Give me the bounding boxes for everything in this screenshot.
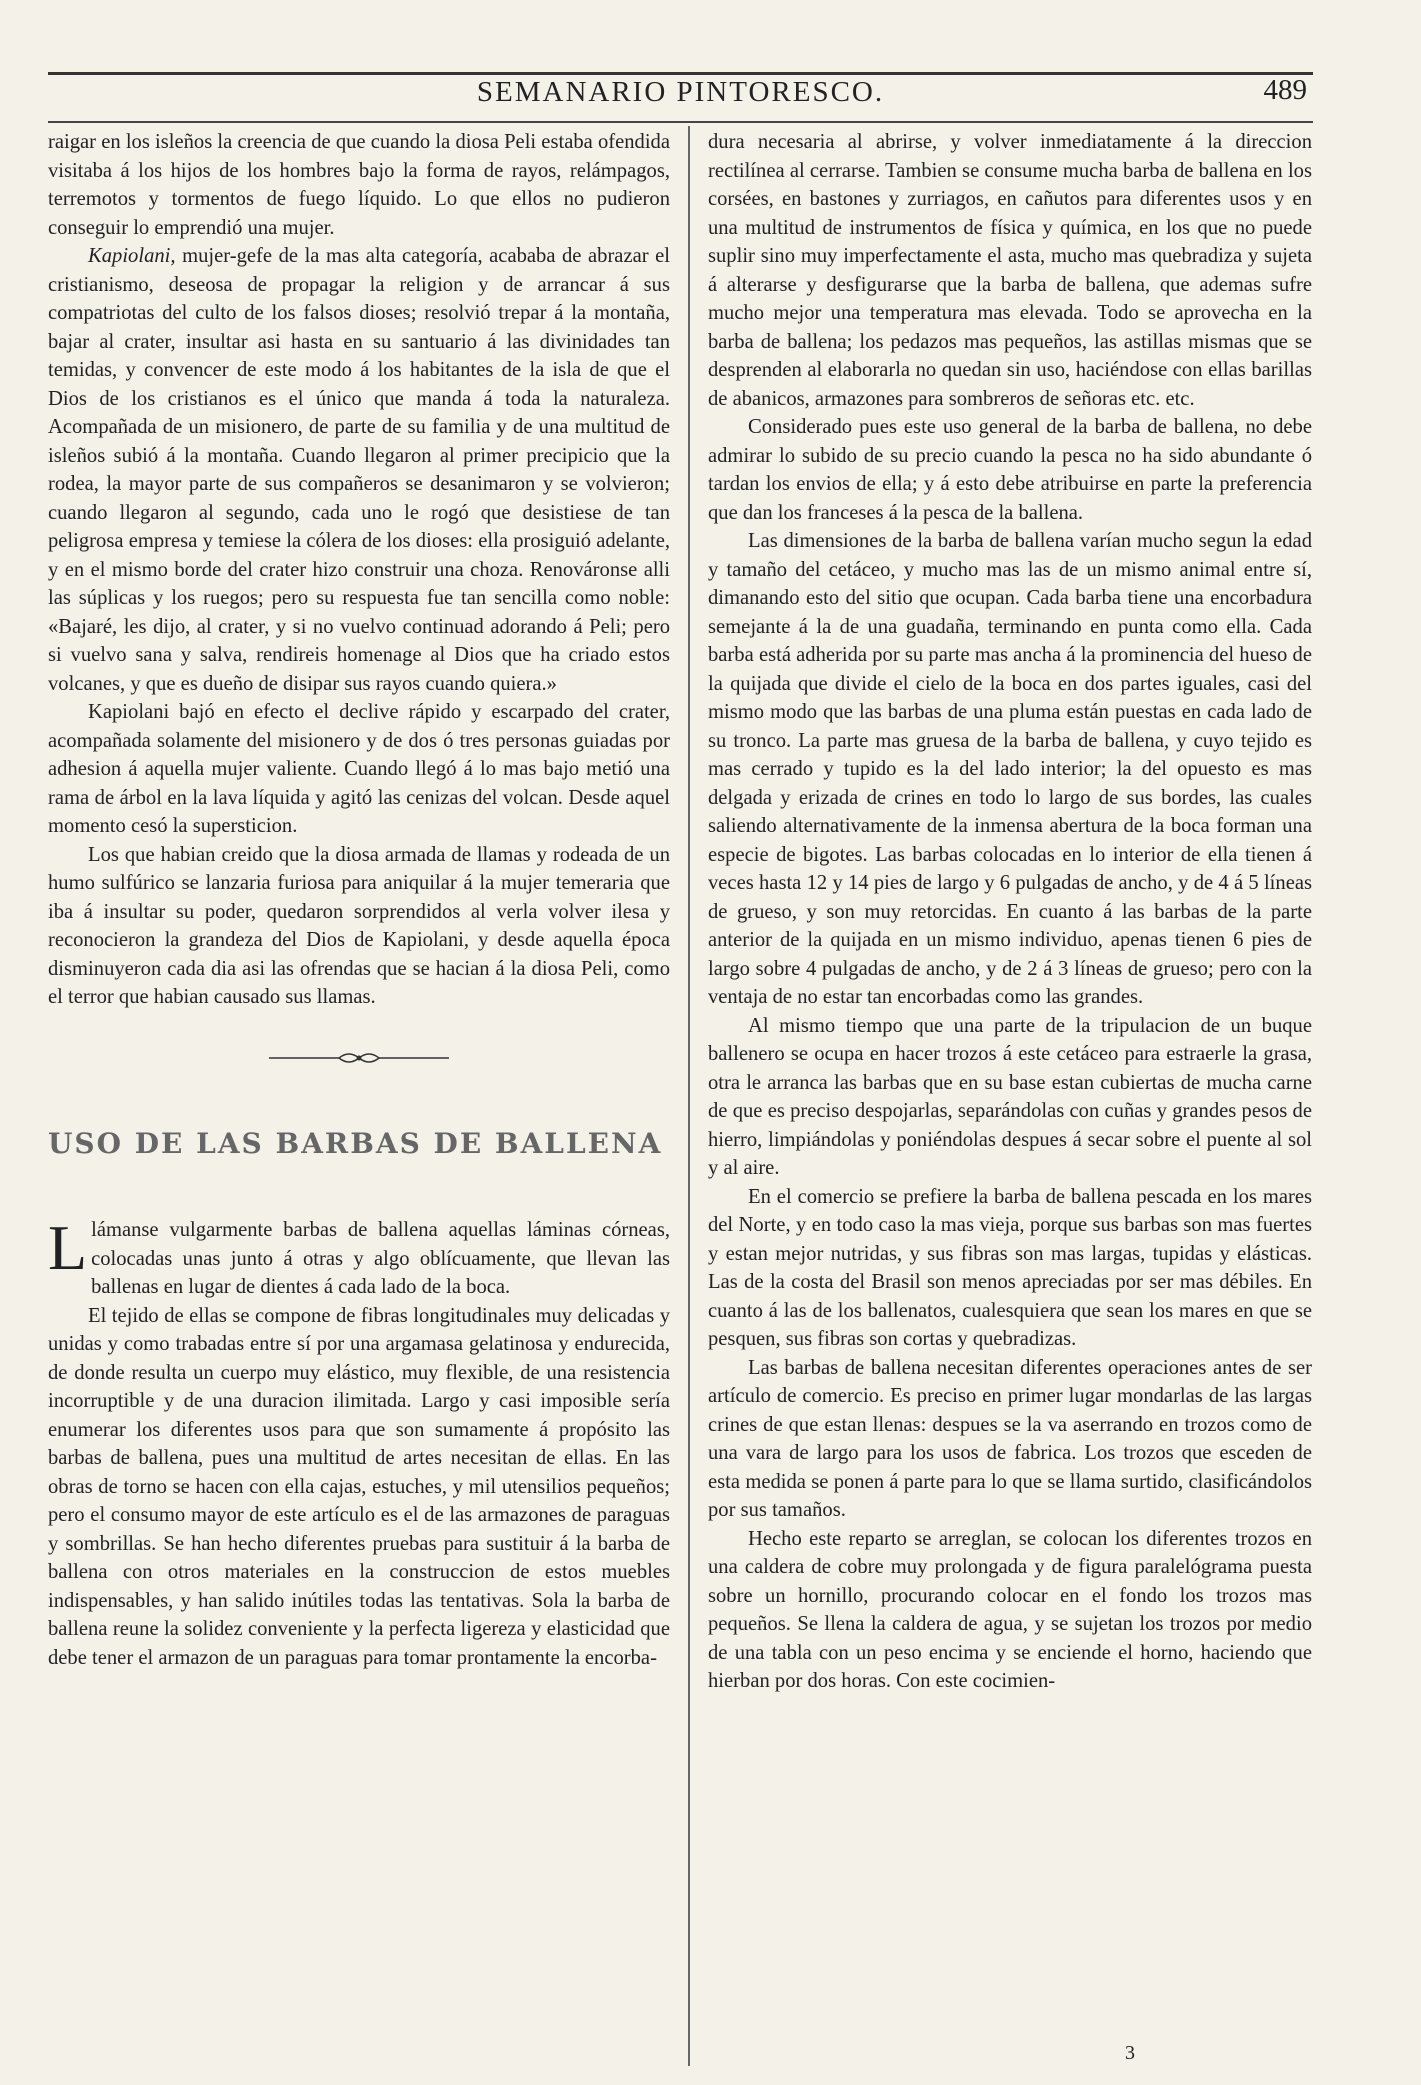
right-column xyxy=(708,128,1312,1696)
paragraph-text: mujer-gefe de la mas alta categoría, acababa de abrazar el cristianismo, deseosa de propagar la religion y de arrancar á sus compatriotas del culto de los falsos dioses; resolvió trepar á la montaña, bajar al crater, insultar asi hasta en su santuario á las divinidades tan temidas, y convencer de este modo á los habitantes de la isla de que el Dios de los cristianos es el único que manda á toda la naturaleza. Acompañada de un misionero, de parte de su familia y de una multitud de isleños subió á la montaña. Cuando llegaron al primer precipicio que la rodea, la mayor parte de sus compañeros se desanimaron y se volvieron; cuando llegaron al segundo, cada uno le rogó que desistiese de tan peligrosa empresa y temiese la cólera de los dioses: ella prosiguió adelante, y en el mismo borde del crater hizo construir una choza. Renováronse alli las súplicas y los ruegos; pero su respuesta fue tan sencilla como noble: «Bajaré, les dijo, al crater, y si no vuelvo continuad adorando á Peli; pero si vuelvo sana y salva, rendireis homenage al Dios que ha criado estos volcanes, y que es dueño de disipar sus rayos cuando quiera.» xyxy=(48,245,670,695)
paragraph: Las barbas de ballena necesitan diferentes operaciones antes de ser artículo de comercio. Es preciso en primer lugar mondarlas de las largas crines de que estan llenas: despues se la va aserrando en trozos como de una vara de largo para los usos de fabrica. Los trozos que esceden de esta medida se ponen á parte para lo que se llama surtido, clasificándolos por sus tamaños. xyxy=(708,1356,1312,1521)
paragraph xyxy=(48,1212,670,1302)
kapiolani-name: Kapiolani, xyxy=(88,245,176,267)
paragraph: raigar en los isleños la creencia de que cuando la diosa Peli estaba ofendida visitaba á los hijos de los hombres bajo la forma de rayos, relámpagos, terremotos y tormentos de fuego líquido. Lo que ellos no pudieron conseguir lo emprendió una mujer. xyxy=(48,131,670,239)
paragraph xyxy=(48,242,670,698)
paragraph: Kapiolani bajó en efecto el declive rápido y escarpado del crater, acompañada solamente del misionero y de dos ó tres personas guiadas por adhesion á aquella mujer valiente. Cuando llegó á lo mas bajo metió una rama de árbol en la lava líquida y agitó las cenizas del volcan. Desde aquel momento cesó la supersticion. xyxy=(48,701,670,837)
paragraph: Considerado pues este uso general de la barba de ballena, no debe admirar lo subido de su precio cuando la pesca no ha sido abundante ó tardan los envios de ella; y á esto debe atribuirse en parte la preferencia que dan los franceses á la pesca de la ballena. xyxy=(708,416,1312,524)
section-title: USO DE LAS BARBAS DE BALLENA xyxy=(48,1126,663,1160)
ornament-divider-icon xyxy=(269,1048,449,1068)
left-column xyxy=(48,128,670,1672)
page-number: 489 xyxy=(1263,74,1307,106)
paragraph-text: lámanse vulgarmente barbas de ballena aquellas láminas córneas, colocadas unas junto á otras y algo oblícuamente, que llevan las ballenas en lugar de dientes á cada lado de la boca. xyxy=(91,1219,670,1298)
paragraph: Las dimensiones de la barba de ballena varían mucho segun la edad y tamaño del cetáceo, y mucho mas las de un mismo animal entre sí, dimanando esto del sitio que ocupan. Cada barba tiene una encorbadura semejante á la de una guadaña, terminando en punta como ella. Cada barba está adherida por su parte mas ancha á la prominencia del hueso de la quijada que divide el cielo de la boca en dos partes iguales, casi del mismo modo que las barbas de una pluma están puestas en cada lado de su tronco. La parte mas gruesa de la barba de ballena, y cuyo tejido es mas cerrado y tupido es la del lado interior; la del opuesto es mas delgada y erizada de crines en todo lo largo de sus bordes, las cuales saliendo alternativamente de la inmensa abertura de la boca forman una especie de bigotes. Las barbas colocadas en lo interior de ella tienen á veces hasta 12 y 14 pies de largo y 6 pulgadas de ancho, y de 4 á 5 líneas de grueso, y son muy retorcidas. En cuanto á las barbas de la parte anterior de la quijada en un mismo individuo, apenas tienen 6 pies de largo sobre 4 pulgadas de ancho, y de 2 á 3 líneas de grueso; pero con la ventaja de no estar tan encorbadas como las grandes. xyxy=(708,530,1312,1008)
paragraph: Los que habian creido que la diosa armada de llamas y rodeada de un humo sulfúrico se lanzaria furiosa para aniquilar á la mujer temeraria que iba á insultar su poder, quedaron sorprendidos al verla volver ilesa y reconocieron la grandeza del Dios de Kapiolani, y desde aquella época disminuyeron cada dia asi las ofrendas que se hacian á la diosa Peli, como el terror que habian causado sus llamas. xyxy=(48,843,670,1008)
paragraph: Al mismo tiempo que una parte de la tripulacion de un buque ballenero se ocupa en hacer trozos á este cetáceo para estraerle la grasa, otra le arranca las barbas que en su base estan cubiertas de mucha carne de que es preciso despojarlas, separándolas con cuñas y grandes pesos de hierro, limpiándolas y poniéndolas despues á secar sobre el puente al sol y al aire. xyxy=(708,1014,1312,1179)
paragraph: En el comercio se prefiere la barba de ballena pescada en los mares del Norte, y en todo caso la mas vieja, porque sus barbas son mas fuertes y estan mejor nutridas, y sus fibras son mas largas, tupidas y elásticas. Las de la costa del Brasil son menos apreciadas por ser mas débiles. En cuanto á las de los ballenatos, cualesquiera que sean los mares en que se pesquen, sus fibras son cortas y quebradizas. xyxy=(708,1185,1312,1350)
signature-mark: 3 xyxy=(1125,2042,1135,2064)
paragraph: Hecho este reparto se arreglan, se colocan los diferentes trozos en una caldera de cobre muy prolongada y de figura paralelógrama puesta sobre un hornillo, procurando colocar en el fondo los trozos mas pequeños. Se llena la caldera de agua, y se sujetan los trozos por medio de una tabla con un peso encima y se enciende el horno, haciendo que hierban por dos horas. Con este cocimien- xyxy=(708,1527,1312,1692)
page-header xyxy=(48,72,1313,118)
paragraph: dura necesaria al abrirse, y volver inmediatamente á la direccion rectilínea al cerrarse. Tambien se consume mucha barba de ballena en los corsées, en bastones y zurriagos, en cañutos para diferentes usos y en una multitud de instrumentos de física y química, en los que no puede suplir sino muy imperfectamente el asta, mucho mas quebradiza y sujeta á alterarse y desfigurarse que la barba de ballena, que ademas sufre mucho mejor una temperatura mas elevada. Todo se aprovecha en la barba de ballena; los pedazos mas pequeños, las astillas mismas que se desprenden al elaborarla no quedan sin uso, haciéndose con ellas barillas de abanicos, armazones para sombreros de señoras etc. etc. xyxy=(708,131,1312,410)
header-rule xyxy=(48,121,1313,123)
drop-cap: L xyxy=(48,1212,88,1283)
running-title: SEMANARIO PINTORESCO. xyxy=(476,76,885,108)
paragraph: El tejido de ellas se compone de fibras longitudinales muy delicadas y unidas y como trabadas entre sí por una argamasa gelatinosa y endurecida, de donde resulta un cuerpo muy elástico, muy flexible, de una resistencia incorruptible y de una duracion ilimitada. Largo y casi imposible sería enumerar los diferentes usos para que son sumamente á propósito las barbas de ballena, pues una multitud de artes necesitan de ellas. En las obras de torno se hacen con ella cajas, estuches, y mil utensilios pequeños; pero el consumo mayor de este artículo es el de las armazones de paraguas y sombrillas. Se han hecho diferentes pruebas para sustituir á la barba de ballena con otros materiales en la construccion de estos muebles indispensables, y han salido inútiles todas las tentativas. Sola la barba de ballena reune la solidez conveniente y la perfecta ligereza y elasticidad que debe tener el armazon de un paraguas para tomar prontamente la encorba- xyxy=(48,1304,670,1669)
column-divider xyxy=(688,126,690,2066)
